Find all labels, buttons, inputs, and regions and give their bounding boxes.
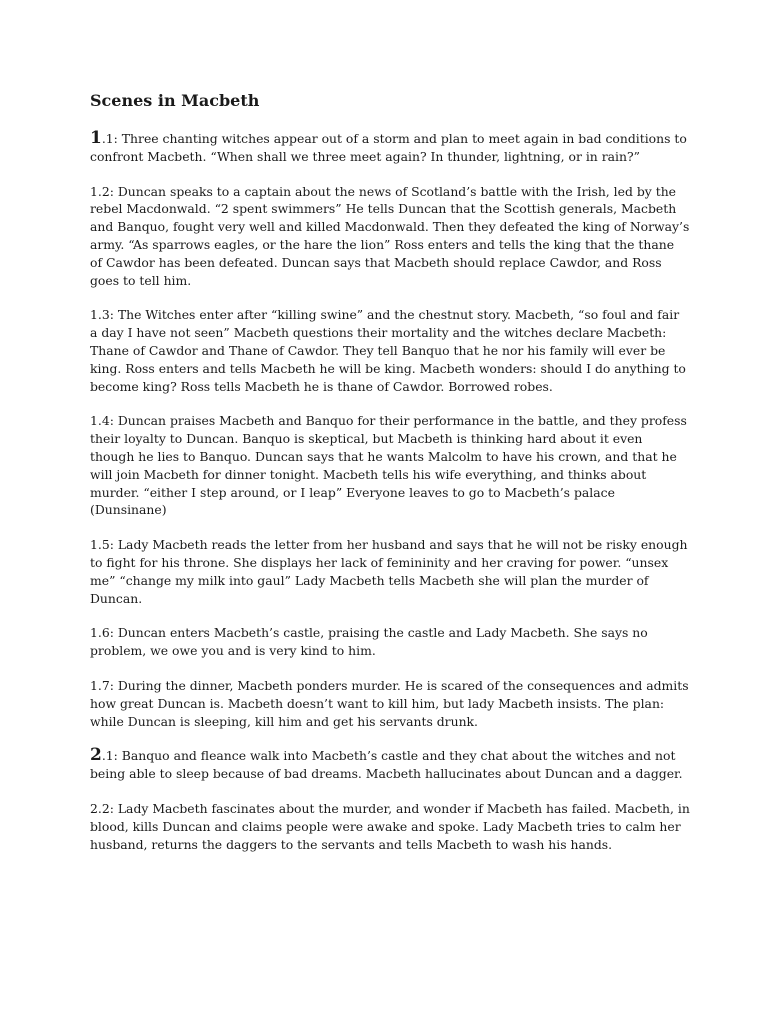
scene-label: 1.5: <box>90 537 114 553</box>
scene-1-5 <box>90 536 690 607</box>
scene-label: .1: <box>101 131 118 146</box>
scene-text: Duncan speaks to a captain about the news of Scotland’s battle with the Irish, led by the rebel Macdonwald. “2 spent swimmers” He tells Duncan that the Scottish generals, Macbeth and Banquo, fought very well and killed Macdonwald. Then they defeated the king of Norway’s army. “As sparrows eagles, or the hare the lion” Ross enters and tells the king that the thane of Cawdor has been defeated. Duncan says that Macbeth should replace Cawdor, and Ross goes to tell him. <box>90 183 690 288</box>
scene-label: 1.7: <box>90 677 114 693</box>
act-number: 1 <box>90 128 102 148</box>
scene-label: 1.4: <box>90 413 114 429</box>
scene-2-1 <box>90 747 690 783</box>
scene-text: Duncan praises Macbeth and Banquo for their performance in the battle, and they profess their loyalty to Duncan. Banquo is skeptical, but Macbeth is thinking hard about it even though he lies to Banquo. Duncan says that he wants Malcolm to have his crown, and that he will join Macbeth for dinner tonight. Macbeth tells his wife everything, and thinks about murder. “either I step around, or I leap” Everyone leaves to go to Macbeth’s palace (Dunsinane) <box>90 413 687 518</box>
scene-label: 1.6: <box>90 625 114 641</box>
scene-1-3 <box>90 306 690 395</box>
scene-label: 1.3: <box>90 307 114 323</box>
scene-text: Banquo and fleance walk into Macbeth’s castle and they chat about the witches and not being able to sleep because of bad dreams. Macbeth hallucinates about Duncan and a dagger. <box>90 748 683 782</box>
scene-label: 1.2: <box>90 183 114 199</box>
scene-label: 2.2: <box>90 800 114 816</box>
document-page <box>90 90 690 870</box>
scene-2-2 <box>90 800 690 853</box>
scene-1-4 <box>90 412 690 519</box>
scene-text: Three chanting witches appear out of a storm and plan to meet again in bad conditions to confront Macbeth. “When shall we three meet again? In thunder, lightning, or in rain?” <box>90 131 687 164</box>
scene-1-2 <box>90 183 690 290</box>
document-title: Scenes in Macbeth <box>90 91 260 110</box>
scene-1-6 <box>90 624 690 660</box>
scene-text: The Witches enter after “killing swine” and the chestnut story. Macbeth, “so foul and fair a day I have not seen” Macbeth questions their mortality and the witches declare Macbeth: Thane of Cawdor and Thane of Cawdor. They tell Banquo that he nor his family will ever be king. Ross enters and tells Macbeth he will be king. Macbeth wonders: should I do anything to become king? Ross tells Macbeth he is thane of Cawdor. Borrowed robes. <box>90 307 686 394</box>
scene-text: During the dinner, Macbeth ponders murder. He is scared of the consequences and admits how great Duncan is. Macbeth doesn’t want to kill him, but lady Macbeth insists. The plan: while Duncan is sleeping, kill him and get his servants drunk. <box>90 677 689 729</box>
scene-text: Lady Macbeth fascinates about the murder, and wonder if Macbeth has failed. Macbeth, in blood, kills Duncan and claims people were awake and spoke. Lady Macbeth tries to calm her husband, returns the daggers to the servants and tells Macbeth to wash his hands. <box>90 800 690 852</box>
scene-1-1 <box>90 130 690 166</box>
scene-text: Lady Macbeth reads the letter from her husband and says that he will not be risky enough to fight for his throne. She displays her lack of femininity and her craving for power. “unsex me” “change my milk into gaul” Lady Macbeth tells Macbeth she will plan the murder of Duncan. <box>90 537 688 606</box>
scene-label: .1: <box>101 748 118 764</box>
act-number: 2 <box>90 745 102 766</box>
scene-1-7 <box>90 677 690 730</box>
scene-text: Duncan enters Macbeth’s castle, praising the castle and Lady Macbeth. She says no problem, we owe you and is very kind to him. <box>90 625 648 659</box>
